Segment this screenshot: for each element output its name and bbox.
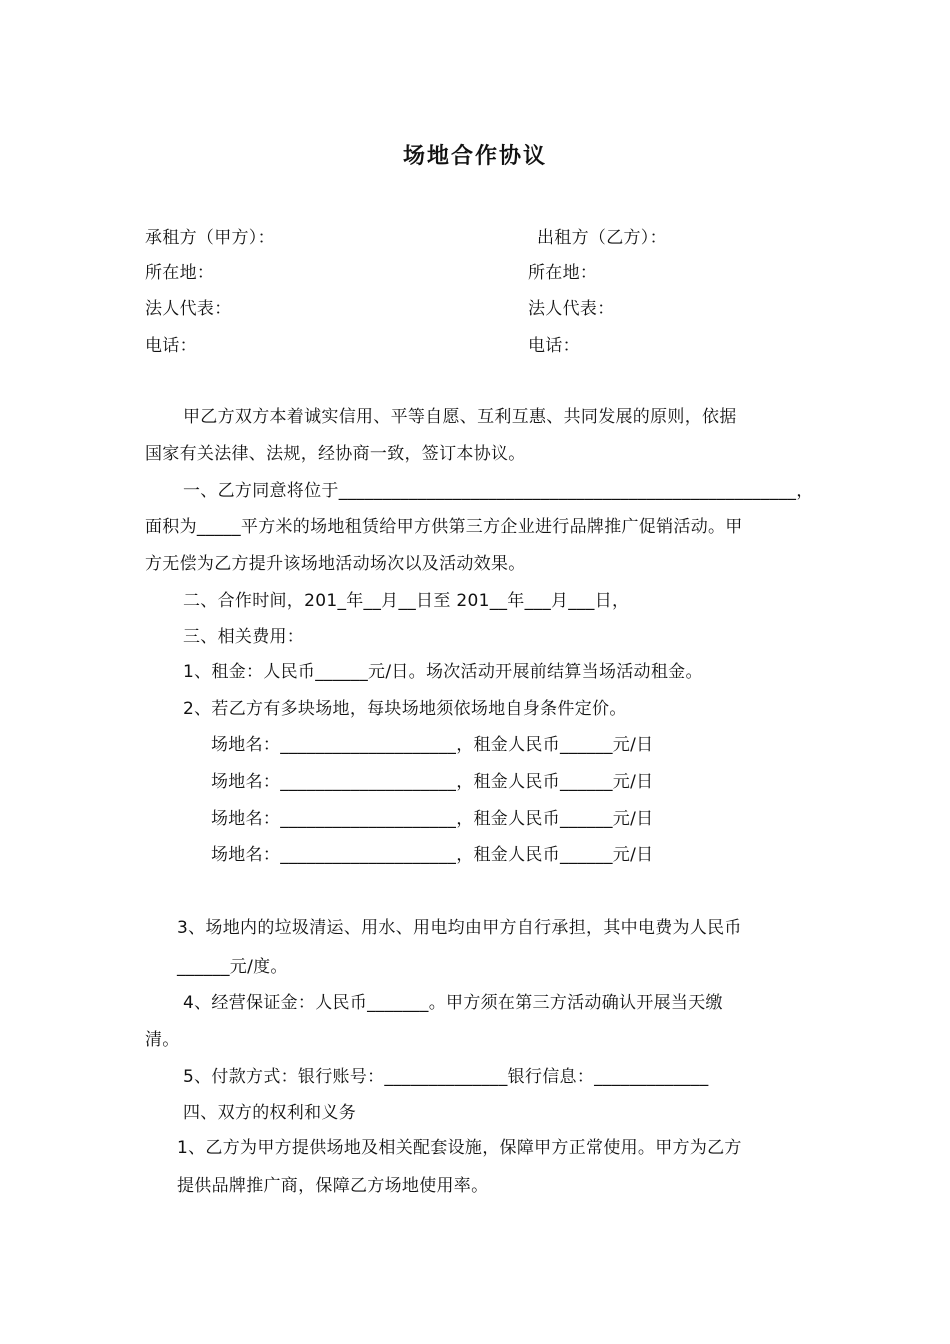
document-title: 场地合作协议 (402, 144, 547, 169)
clause4-heading: 四、双方的权利和义务 (183, 1103, 356, 1123)
clause3-item5: 5、付款方式：银行账号：______________银行信息：_____________ (183, 1067, 709, 1087)
clause2-line: 二、合作时间，201_年__月__日至 201__年___月___日， (183, 591, 630, 611)
clause4-item1-line-2: 提供品牌推广商，保障乙方场地使用率。 (177, 1176, 489, 1196)
party-b-label: 出租方（乙方）： (537, 228, 667, 248)
party-b-location: 所在地： (528, 263, 598, 283)
clause1-line-2: 面积为_____平方米的场地租赁给甲方供第三方企业进行品牌推广促销活动。甲 (145, 517, 743, 537)
clause3-item2: 2、若乙方有多块场地，每块场地须依场地自身条件定价。 (183, 699, 627, 719)
clause3-item4-line-2: 清。 (145, 1030, 180, 1050)
venue-line-1: 场地名：____________________，租金人民币______元/日 (211, 735, 654, 755)
venue-line-3: 场地名：____________________，租金人民币______元/日 (211, 809, 654, 829)
party-b-phone: 电话： (528, 336, 580, 356)
party-a-phone: 电话： (145, 336, 197, 356)
party-a-legal-rep: 法人代表： (145, 299, 232, 319)
clause3-item3-line-2: ______元/度。 (177, 957, 288, 977)
venue-line-4: 场地名：____________________，租金人民币______元/日 (211, 845, 654, 865)
clause3-item4-line-1: 4、经营保证金：人民币_______。甲方须在第三方活动确认开展当天缴 (183, 993, 723, 1013)
clause3-heading: 三、相关费用： (183, 627, 305, 647)
venue-line-2: 场地名：____________________，租金人民币______元/日 (211, 772, 654, 792)
clause1-line-3: 方无偿为乙方提升该场地活动场次以及活动效果。 (145, 554, 526, 574)
clause4-item1-line-1: 1、乙方为甲方提供场地及相关配套设施，保障甲方正常使用。甲方为乙方 (177, 1138, 742, 1158)
intro-line-2: 国家有关法律、法规，经协商一致，签订本协议。 (145, 444, 526, 464)
party-a-label: 承租方（甲方）： (145, 228, 275, 248)
party-b-legal-rep: 法人代表： (528, 299, 615, 319)
clause1-line-1: 一、乙方同意将位于____________________________________________________， (183, 481, 814, 501)
clause3-item1: 1、租金：人民币______元/日。场次活动开展前结算当场活动租金。 (183, 662, 703, 682)
clause3-item3-line-1: 3、场地内的垃圾清运、用水、用电均由甲方自行承担，其中电费为人民币 (177, 918, 742, 938)
party-a-location: 所在地： (145, 263, 215, 283)
intro-line-1: 甲乙方双方本着诚实信用、平等自愿、互利互惠、共同发展的原则，依据 (183, 407, 737, 427)
